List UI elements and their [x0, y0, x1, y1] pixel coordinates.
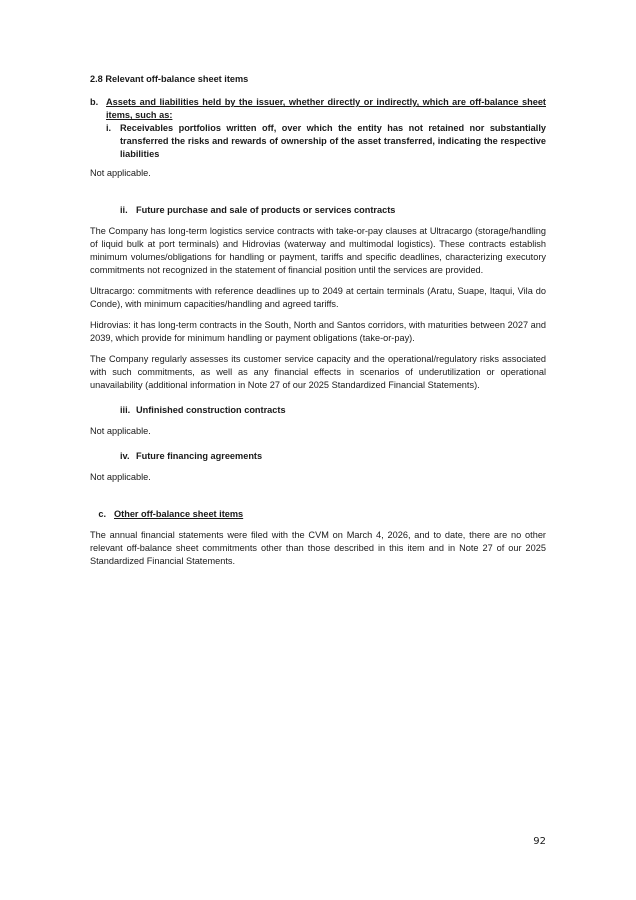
item-b — [90, 96, 546, 122]
sub-ii-paragraph-4: The Company regularly assesses its customer service capacity and the operational/regulatory risks associated with such commitments, as well as any financial effects in scenarios of underutilization or operational unavailability (additional information in Note 27 of our 2025 Standardized Financial Statements). — [90, 354, 546, 390]
page-number: 92 — [533, 836, 546, 847]
sub-iii-heading — [120, 404, 546, 417]
section-title: 2.8 Relevant off-balance sheet items — [90, 74, 249, 84]
sub-iv-title: Future financing agreements — [136, 451, 263, 461]
item-c-heading: Other off-balance sheet items — [114, 509, 244, 519]
sub-ii-heading — [120, 204, 546, 217]
item-c — [90, 508, 546, 521]
page-content — [90, 73, 546, 576]
sub-ii-number: ii. — [120, 205, 128, 215]
sub-ii-paragraph-1: The Company has long-term logistics service contracts with take-or-pay clauses at Ultracargo (storage/handling of liquid bulk at port terminals) and Hidrovias (waterway and multimodal logistics). These contracts establish minimum volumes/obligations for handling or payment, tariffs and specific deadlines, characterizing executory commitments not recognized in the statement of financial position until the services are provided. — [90, 226, 546, 275]
item-b-sub-i — [106, 122, 546, 161]
sub-ii-title: Future purchase and sale of products or services contracts — [136, 205, 396, 215]
sub-i-heading: Receivables portfolios written off, over which the entity has not retained nor substantially transferred the risks and rewards of ownership of the asset transferred, indicating the respective liabilities — [120, 123, 546, 159]
sub-iv-heading — [120, 450, 546, 463]
sub-iv-answer: Not applicable. — [90, 472, 151, 482]
sub-i-number: i. — [106, 123, 112, 133]
item-b-letter: b. — [90, 97, 99, 107]
sub-iii-title: Unfinished construction contracts — [136, 405, 286, 415]
sub-iv-number: iv. — [120, 451, 130, 461]
sub-iii-number: iii. — [120, 405, 131, 415]
item-c-paragraph: The annual financial statements were filed with the CVM on March 4, 2026, and to date, there are no other relevant off-balance sheet commitments other than those described in this item and in Note 27 of our 2025 Standardized Financial Statements. — [90, 530, 546, 566]
item-c-letter: c. — [98, 509, 106, 519]
sub-iii-answer: Not applicable. — [90, 426, 151, 436]
item-b-heading: Assets and liabilities held by the issuer, whether directly or indirectly, which are off-balance sheet items, such as: — [106, 97, 546, 120]
sub-i-answer: Not applicable. — [90, 168, 151, 178]
sub-ii-paragraph-3: Hidrovias: it has long-term contracts in the South, North and Santos corridors, with maturities between 2027 and 2039, which provide for minimum handling or payment obligations (take-or-pay). — [90, 320, 546, 343]
sub-ii-paragraph-2: Ultracargo: commitments with reference deadlines up to 2049 at certain terminals (Aratu, Suape, Itaqui, Vila do Conde), with minimum capacities/handling and agreed tariffs. — [90, 286, 546, 309]
